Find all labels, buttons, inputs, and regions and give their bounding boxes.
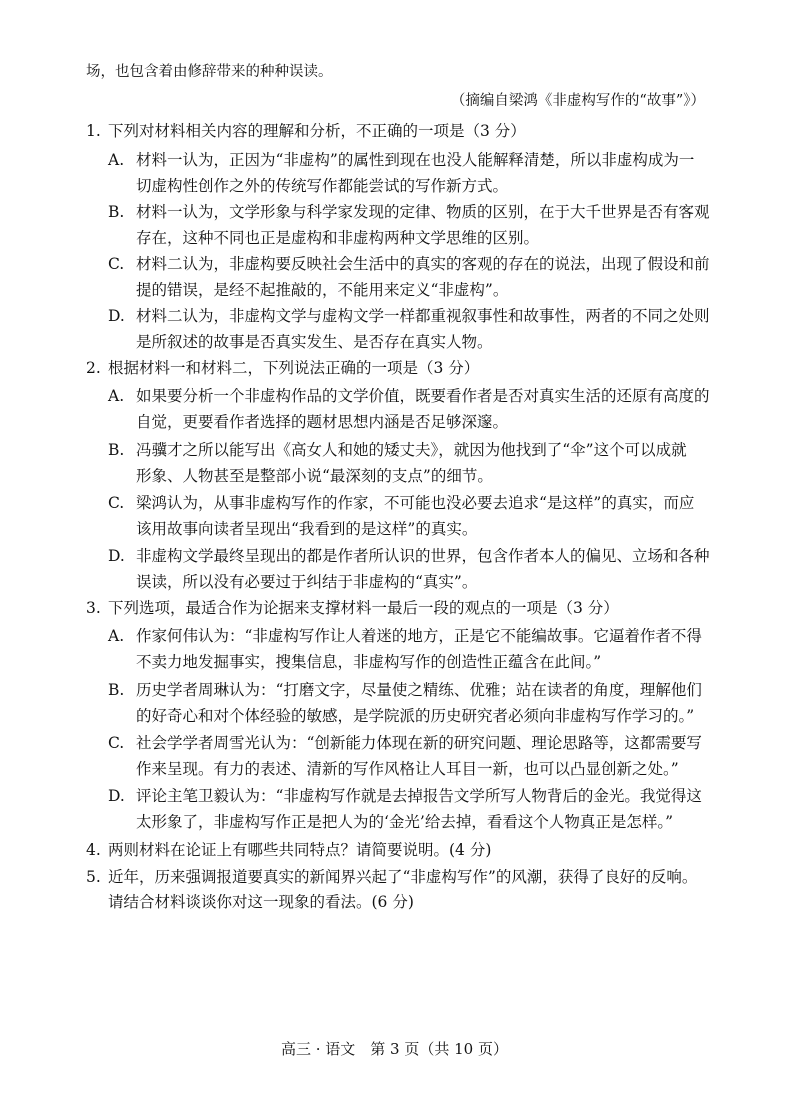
question-2-stem <box>86 358 479 378</box>
question-text: 根据材料一和材料二，下列说法正确的一项是（3 分） <box>108 359 480 377</box>
question-1-option-a <box>108 150 694 170</box>
option-continuation: 是所叙述的故事是否真实发生、是否存在真实人物。 <box>136 333 493 351</box>
option-text: 评论主笔卫毅认为：“非虚构写作就是去掉报告文学所写人物背后的金光。我觉得这 <box>136 787 702 805</box>
question-3-option-b <box>108 680 702 700</box>
option-continuation: 自觉，更要看作者选择的题材思想内涵是否足够深邃。 <box>136 413 509 431</box>
option-continuation: 切虚构性创作之外的传统写作都能尝试的写作新方式。 <box>136 177 509 195</box>
question-2-option-d <box>108 546 710 566</box>
question-3-option-a <box>108 626 702 646</box>
option-letter: B. <box>108 441 125 459</box>
option-text: 材料二认为，非虚构文学与虚构文学一样都重视叙事性和故事性，两者的不同之处则 <box>136 307 710 325</box>
option-letter: D. <box>108 547 125 565</box>
source-citation: （摘编自梁鸿《非虚构写作的“故事”》） <box>450 93 705 109</box>
question-number: 3. <box>86 599 101 617</box>
option-letter: A. <box>108 151 125 169</box>
question-number: 5. <box>86 868 101 886</box>
option-text: 梁鸿认为，从事非虚构写作的作家，不可能也没必要去追求“是这样”的真实，而应 <box>136 494 695 512</box>
question-continuation: 请结合材料谈谈你对这一现象的看法。(6 分) <box>108 893 414 911</box>
option-continuation: 该用故事向读者呈现出“我看到的是这样”的真实。 <box>136 520 478 538</box>
option-letter: C. <box>108 734 125 752</box>
question-text: 近年，历来强调报道要真实的新闻界兴起了“非虚构写作”的风潮，获得了良好的反响。 <box>108 868 698 886</box>
option-continuation: 作来呈现。有力的表述、清新的写作风格让人耳目一新，也可以凸显创新之处。” <box>136 760 679 778</box>
question-3-option-c <box>108 733 702 753</box>
question-text: 两则材料在论证上有哪些共同特点？请简要说明。(4 分) <box>108 841 492 859</box>
question-1-stem <box>86 121 526 141</box>
option-continuation: 不卖力地发掘事实，搜集信息，非虚构写作的创造性正蕴含在此间。” <box>136 653 602 671</box>
option-text: 社会学学者周雪光认为：“创新能力体现在新的研究问题、理论思路等，这都需要写 <box>136 734 702 752</box>
option-letter: B. <box>108 203 125 221</box>
option-letter: D. <box>108 787 125 805</box>
option-letter: B. <box>108 681 125 699</box>
page-footer: 高三 · 语文 第 3 页（共 10 页） <box>280 1040 508 1058</box>
option-letter: C. <box>108 255 125 273</box>
option-letter: C. <box>108 494 125 512</box>
option-continuation: 的好奇心和对个体经验的敏感，是学院派的历史研究者必须向非虚构写作学习的。” <box>136 707 695 725</box>
option-letter: A. <box>108 387 125 405</box>
question-2-option-b <box>108 440 687 460</box>
question-1-option-c <box>108 254 710 274</box>
option-text: 材料二认为，非虚构要反映社会生活中的真实的客观的存在的说法，出现了假设和前 <box>136 255 710 273</box>
question-number: 1. <box>86 122 101 140</box>
option-continuation: 提的错误，是经不起推敲的，不能用来定义“非虚构”。 <box>136 281 509 299</box>
question-4-stem <box>86 840 491 860</box>
question-text: 下列选项，最适合作为论据来支撑材料一最后一段的观点的一项是（3 分） <box>108 599 619 617</box>
option-continuation: 存在，这种不同也正是虚构和非虚构两种文学思维的区别。 <box>136 229 540 247</box>
option-text: 历史学者周琳认为：“打磨文字，尽量使之精练、优雅；站在读者的角度，理解他们 <box>136 681 702 699</box>
option-continuation: 形象、人物甚至是整部小说“最深刻的支点”的细节。 <box>136 467 493 485</box>
option-text: 冯骥才之所以能写出《高女人和她的矮丈夫》，就因为他找到了“伞”这个可以成就 <box>136 441 687 459</box>
question-5-stem <box>86 867 697 887</box>
question-2-option-a <box>108 386 710 406</box>
question-number: 2. <box>86 359 101 377</box>
question-1-option-d <box>108 306 710 326</box>
option-letter: A. <box>108 627 125 645</box>
question-text: 下列对材料相关内容的理解和分析，不正确的一项是（3 分） <box>108 122 526 140</box>
option-text: 材料一认为，正因为“非虚构”的属性到现在也没人能解释清楚，所以非虚构成为一 <box>136 151 695 169</box>
option-continuation: 误读，所以没有必要过于纠结于非虚构的“真实”。 <box>136 573 478 591</box>
option-text: 非虚构文学最终呈现出的都是作者所认识的世界，包含作者本人的偏见、立场和各种 <box>136 547 710 565</box>
question-3-option-d <box>108 786 702 806</box>
option-continuation: 太形象了，非虚构写作正是把人为的‘金光’给去掉，看看这个人物真正是怎样。” <box>136 813 674 831</box>
option-letter: D. <box>108 307 125 325</box>
option-text: 作家何伟认为：“非虚构写作让人着迷的地方，正是它不能编故事。它逼着作者不得 <box>136 627 702 645</box>
question-3-stem <box>86 598 619 618</box>
option-text: 如果要分析一个非虚构作品的文学价值，既要看作者是否对真实生活的还原有高度的 <box>136 387 710 405</box>
intro-line: 场，也包含着由修辞带来的种种误读。 <box>86 64 333 80</box>
question-1-option-b <box>108 202 710 222</box>
question-2-option-c <box>108 493 694 513</box>
question-number: 4. <box>86 841 101 859</box>
option-text: 材料一认为，文学形象与科学家发现的定律、物质的区别，在于大千世界是否有客观 <box>136 203 710 221</box>
